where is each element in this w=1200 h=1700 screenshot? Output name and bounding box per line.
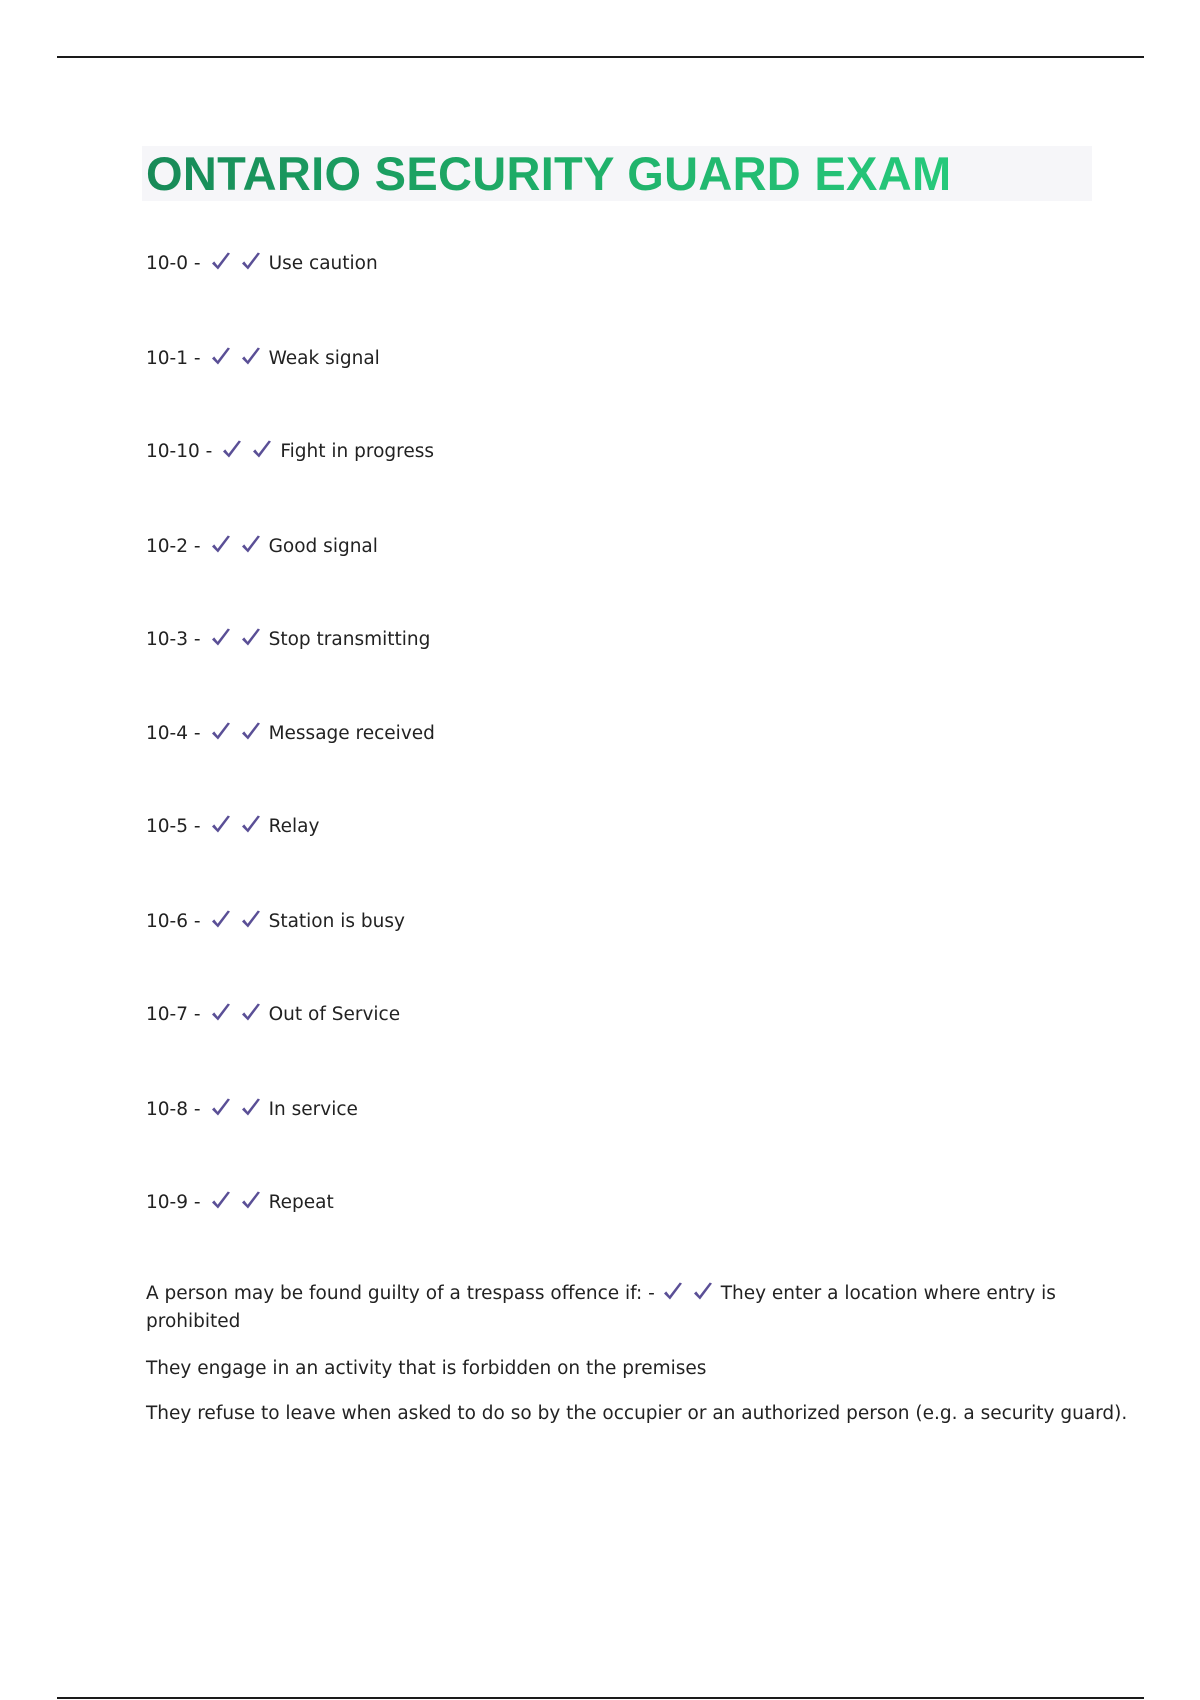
- flashcard-entry: [146, 813, 319, 839]
- entry-term: 10-0: [146, 253, 188, 274]
- flashcard-entry: [146, 1189, 334, 1215]
- flashcard-entry: [146, 438, 434, 464]
- entry-answer: Use caution: [268, 253, 378, 274]
- checkmark-icon: [209, 1096, 233, 1120]
- entry-separator: -: [193, 1004, 201, 1025]
- entry-answer: Weak signal: [268, 348, 380, 369]
- entry-separator: -: [193, 253, 201, 274]
- entry-answer: Fight in progress: [280, 441, 434, 462]
- entry-term: 10-7: [146, 1004, 188, 1025]
- checkmark-icon: [220, 438, 244, 462]
- entry-answer: Message received: [268, 723, 435, 744]
- checkmark-icon: [239, 1096, 263, 1120]
- checkmark-icon: [250, 438, 274, 462]
- flashcard-entry: [146, 720, 435, 746]
- checkmark-icon: [239, 813, 263, 837]
- document-title: ONTARIO SECURITY GUARD EXAM: [146, 147, 952, 200]
- checkmark-icon: [209, 533, 233, 557]
- flashcard-entry: [146, 908, 405, 934]
- entry-term: 10-2: [146, 536, 188, 557]
- checkmark-icon: [209, 1001, 233, 1025]
- trespass-question-paragraph: [146, 1280, 1106, 1336]
- entry-term: 10-10: [146, 441, 200, 462]
- entry-answer: Good signal: [268, 536, 378, 557]
- footer-rule: [57, 1697, 1144, 1699]
- entry-separator: -: [193, 629, 201, 650]
- checkmark-icon: [209, 250, 233, 274]
- entry-answer: Station is busy: [268, 911, 405, 932]
- checkmark-icon: [239, 345, 263, 369]
- entry-term: 10-1: [146, 348, 188, 369]
- trespass-answer-first: They enter a location where entry is prohibited: [146, 1283, 1056, 1332]
- flashcard-entry: [146, 345, 380, 371]
- entry-separator: -: [193, 348, 201, 369]
- entry-answer: Out of Service: [268, 1004, 401, 1025]
- checkmark-icon: [239, 1001, 263, 1025]
- entry-separator: -: [193, 536, 201, 557]
- entry-term: 10-9: [146, 1192, 188, 1213]
- checkmark-icon: [691, 1280, 715, 1304]
- checkmark-icon: [239, 908, 263, 932]
- entry-term: 10-3: [146, 629, 188, 650]
- entry-term: 10-8: [146, 1099, 188, 1120]
- entry-separator: -: [193, 1192, 201, 1213]
- checkmark-icon: [209, 1189, 233, 1213]
- entry-separator: -: [193, 723, 201, 744]
- flashcard-entry: [146, 533, 378, 559]
- entry-answer: Relay: [268, 816, 320, 837]
- trespass-answer-second: They engage in an activity that is forbidden on the premises: [146, 1358, 707, 1379]
- entry-term: 10-6: [146, 911, 188, 932]
- checkmark-icon: [239, 1189, 263, 1213]
- entry-term: 10-4: [146, 723, 188, 744]
- entry-answer: In service: [268, 1099, 358, 1120]
- trespass-answer-third: They refuse to leave when asked to do so by the occupier or an authorized person (e.g. a security guard).: [146, 1403, 1128, 1424]
- entry-answer: Repeat: [268, 1192, 334, 1213]
- flashcard-entry: [146, 626, 430, 652]
- checkmark-icon: [209, 720, 233, 744]
- checkmark-icon: [239, 250, 263, 274]
- checkmark-icon: [209, 626, 233, 650]
- checkmark-icon: [239, 626, 263, 650]
- checkmark-icon: [209, 813, 233, 837]
- trespass-question: A person may be found guilty of a trespass offence if: -: [146, 1283, 655, 1304]
- entry-separator: -: [193, 816, 201, 837]
- flashcard-entry: [146, 250, 378, 276]
- checkmark-icon: [209, 908, 233, 932]
- flashcard-entry: [146, 1001, 400, 1027]
- entry-answer: Stop transmitting: [268, 629, 431, 650]
- checkmark-icon: [239, 720, 263, 744]
- entry-term: 10-5: [146, 816, 188, 837]
- flashcard-entry: [146, 1096, 358, 1122]
- entry-separator: -: [193, 911, 201, 932]
- entry-separator: -: [193, 1099, 201, 1120]
- checkmark-icon: [209, 345, 233, 369]
- checkmark-icon: [661, 1280, 685, 1304]
- entry-separator: -: [205, 441, 213, 462]
- checkmark-icon: [239, 533, 263, 557]
- header-rule: [57, 56, 1144, 58]
